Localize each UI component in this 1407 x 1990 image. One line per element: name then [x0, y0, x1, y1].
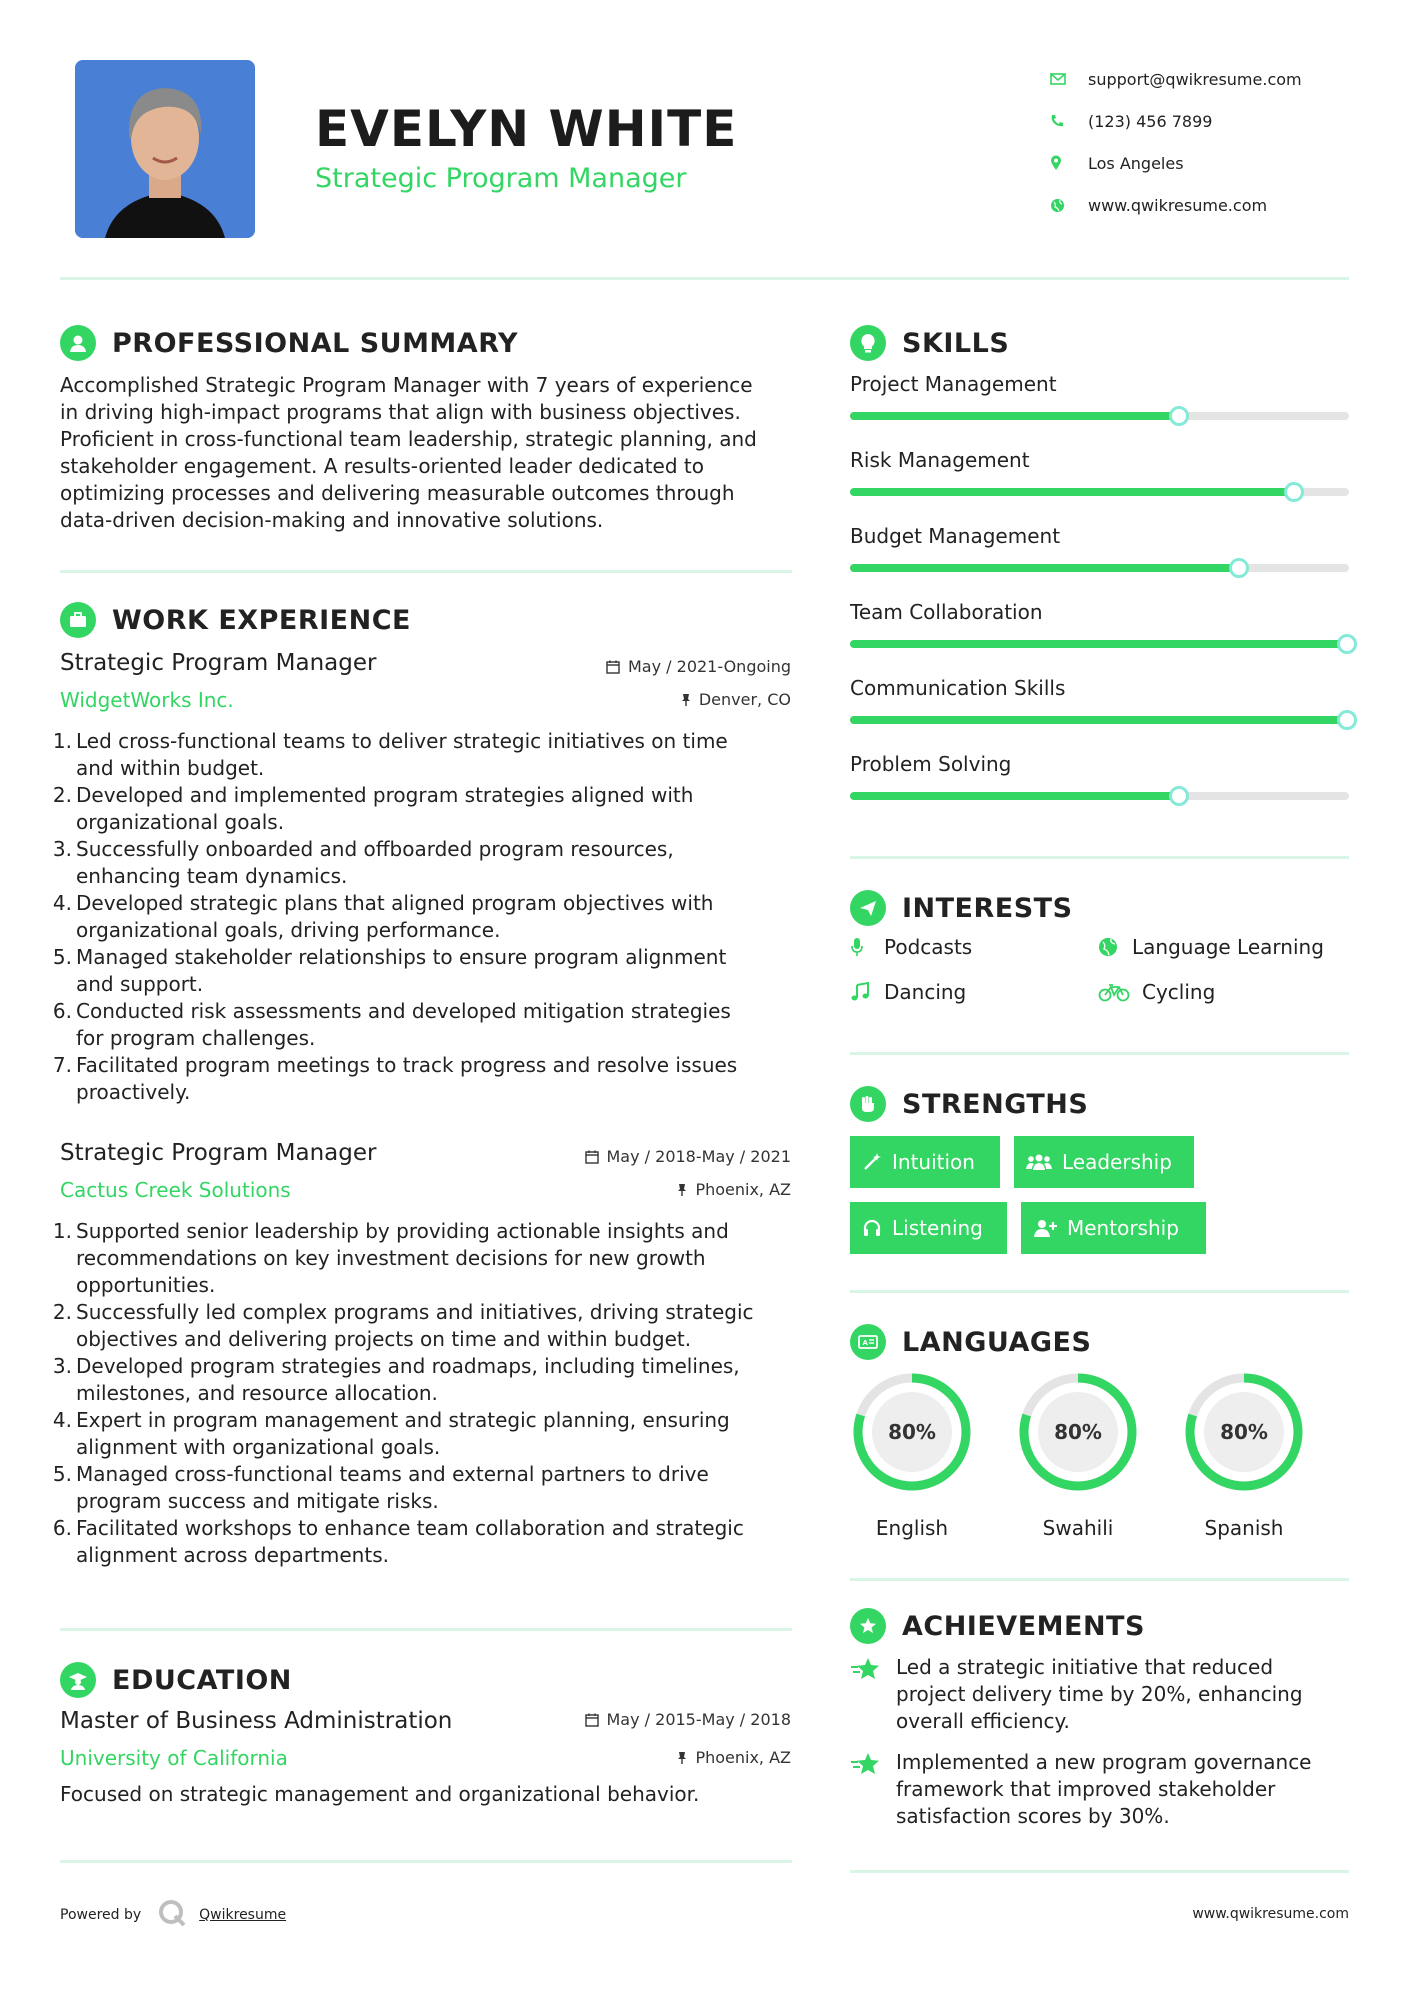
website-link[interactable]: www.qwikresume.com — [1088, 195, 1268, 215]
section-divider — [850, 1870, 1349, 1873]
experience-title: WORK EXPERIENCE — [112, 604, 411, 636]
email-link[interactable]: support@qwikresume.com — [1088, 69, 1302, 89]
skill-level-knob — [1169, 786, 1189, 806]
footer-website-link[interactable]: www.qwikresume.com — [1192, 1906, 1349, 1922]
list-number: 5. — [52, 1462, 72, 1486]
globe-icon — [1050, 198, 1088, 213]
section-divider — [60, 1860, 792, 1863]
summary-text — [60, 372, 800, 534]
section-divider — [60, 570, 792, 573]
list-item — [52, 998, 792, 1052]
qwikresume-logo-icon — [157, 1898, 187, 1932]
education-heading — [60, 1662, 292, 1698]
education-title: EDUCATION — [112, 1664, 292, 1696]
skill-level-knob — [1337, 710, 1357, 730]
language-percent: 80% — [1220, 1420, 1268, 1444]
list-line: Successfully led complex programs and initiatives, driving strategic — [76, 1300, 754, 1324]
contact-phone — [1050, 100, 1350, 142]
language-item — [850, 1370, 974, 1540]
job-dates-text: May / 2018-May / 2021 — [606, 1147, 791, 1166]
briefcase-icon — [60, 602, 96, 638]
list-line: Supported senior leadership by providing actionable insights and — [76, 1219, 729, 1243]
list-line: opportunities. — [76, 1273, 216, 1297]
achievement-line: satisfaction scores by 30%. — [896, 1804, 1170, 1828]
list-number: 3. — [52, 1354, 72, 1378]
list-item — [52, 1052, 792, 1106]
job-dates — [531, 657, 791, 676]
skill-bar-track — [850, 412, 1349, 420]
interest-podcasts — [850, 935, 972, 959]
star-icon — [850, 1654, 896, 1735]
footer-powered-by — [60, 1898, 286, 1932]
candidate-title: Strategic Program Manager — [315, 163, 687, 194]
section-divider — [60, 1628, 792, 1631]
list-item — [52, 728, 792, 782]
list-line: proactively. — [76, 1080, 191, 1104]
phone-icon — [1050, 114, 1088, 128]
language-percent: 80% — [888, 1420, 936, 1444]
list-number: 5. — [52, 945, 72, 969]
education-dates-text: May / 2015-May / 2018 — [606, 1710, 791, 1729]
section-divider — [850, 1578, 1349, 1581]
section-divider — [850, 856, 1349, 859]
achievements-title: ACHIEVEMENTS — [902, 1610, 1145, 1642]
calendar-icon — [606, 660, 620, 674]
list-line: alignment across departments. — [76, 1543, 389, 1567]
skill-name: Problem Solving — [850, 752, 1012, 776]
lightbulb-icon — [850, 325, 886, 361]
list-item — [52, 782, 792, 836]
section-divider — [850, 1290, 1349, 1293]
interest-cycling — [1098, 980, 1215, 1004]
skill-bar-fill — [850, 488, 1294, 496]
list-item — [52, 1461, 792, 1515]
skill-bar-track — [850, 640, 1349, 648]
language-item — [1182, 1370, 1306, 1540]
list-number: 7. — [52, 1053, 72, 1077]
list-number: 6. — [52, 1516, 72, 1540]
interest-dancing — [850, 980, 966, 1004]
job-title: Strategic Program Manager — [60, 1140, 377, 1166]
header-divider — [60, 277, 1349, 280]
list-line: recommendations on key investment decisions for new growth — [76, 1246, 706, 1270]
summary-line: data-driven decision-making and innovative solutions. — [60, 508, 604, 532]
map-pin-icon — [1050, 155, 1088, 171]
user-icon — [60, 325, 96, 361]
skill-bar-track — [850, 716, 1349, 724]
language-item — [1016, 1370, 1140, 1540]
list-number: 4. — [52, 891, 72, 915]
contact-email — [1050, 58, 1350, 100]
interest-label: Podcasts — [884, 935, 973, 959]
skill-name: Communication Skills — [850, 676, 1066, 700]
skill-name: Team Collaboration — [850, 600, 1043, 624]
user-plus-icon — [1033, 1218, 1057, 1238]
list-line: enhancing team dynamics. — [76, 864, 348, 888]
list-line: organizational goals. — [76, 810, 285, 834]
skill-name: Project Management — [850, 372, 1057, 396]
achievements-heading — [850, 1608, 1145, 1644]
list-line: Developed and implemented program strategies aligned with — [76, 783, 694, 807]
summary-line: Accomplished Strategic Program Manager with 7 years of experience — [60, 373, 753, 397]
skill-bar-fill — [850, 716, 1349, 724]
education-dates — [531, 1710, 791, 1729]
list-line: and support. — [76, 972, 204, 996]
globe-icon — [1098, 937, 1132, 957]
calendar-icon — [585, 1713, 599, 1727]
list-item — [52, 890, 792, 944]
skill-name: Budget Management — [850, 524, 1061, 548]
skill-level-knob — [1337, 634, 1357, 654]
list-number: 3. — [52, 837, 72, 861]
list-line: Developed program strategies and roadmaps, including timelines, — [76, 1354, 740, 1378]
star-icon — [850, 1749, 896, 1830]
language-name: Spanish — [1204, 1516, 1284, 1540]
summary-title: PROFESSIONAL SUMMARY — [112, 327, 519, 359]
language-percent: 80% — [1054, 1420, 1102, 1444]
pushpin-icon — [677, 1751, 687, 1765]
list-item — [52, 1299, 792, 1353]
skill-bar-track — [850, 564, 1349, 572]
list-line: alignment with organizational goals. — [76, 1435, 441, 1459]
achievement-line: Implemented a new program governance — [896, 1750, 1312, 1774]
list-line: objectives and delivering projects on time and within budget. — [76, 1327, 692, 1351]
list-line: Conducted risk assessments and developed mitigation strategies — [76, 999, 731, 1023]
list-item — [52, 1407, 792, 1461]
skill-bar-track — [850, 792, 1349, 800]
list-number: 6. — [52, 999, 72, 1023]
summary-line: in driving high-impact programs that align with business objectives. — [60, 400, 741, 424]
pushpin-icon — [677, 1183, 687, 1197]
language-name: Swahili — [1042, 1516, 1114, 1540]
list-line: Expert in program management and strategic planning, ensuring — [76, 1408, 730, 1432]
strengths-heading — [850, 1086, 1088, 1122]
skill-level-knob — [1284, 482, 1304, 502]
brand-link[interactable]: Qwikresume — [199, 1907, 287, 1923]
achievement-item — [850, 1654, 1349, 1735]
education-description: Focused on strategic management and organizational behavior. — [60, 1782, 700, 1806]
list-line: Managed stakeholder relationships to ensure program alignment — [76, 945, 727, 969]
list-line: Facilitated workshops to enhance team collaboration and strategic — [76, 1516, 744, 1540]
list-item — [52, 836, 792, 890]
contact-location — [1050, 142, 1350, 184]
achievement-line: Led a strategic initiative that reduced — [896, 1655, 1274, 1679]
skill-bar-fill — [850, 792, 1179, 800]
strength-label: Leadership — [1062, 1150, 1172, 1174]
languages-title: LANGUAGES — [902, 1326, 1092, 1358]
job-dates — [531, 1147, 791, 1166]
list-number: 1. — [52, 1219, 72, 1243]
skill-bar-fill — [850, 564, 1239, 572]
skill-name: Risk Management — [850, 448, 1030, 472]
strength-tag-mentorship — [1021, 1202, 1206, 1254]
fist-icon — [850, 1086, 886, 1122]
envelope-icon — [1050, 73, 1088, 85]
job-title: Strategic Program Manager — [60, 650, 377, 676]
interests-heading — [850, 890, 1073, 926]
list-number: 1. — [52, 729, 72, 753]
list-line: Led cross-functional teams to deliver strategic initiatives on time — [76, 729, 728, 753]
interests-title: INTERESTS — [902, 892, 1073, 924]
job-location — [531, 1180, 791, 1199]
achievement-line: project delivery time by 20%, enhancing — [896, 1682, 1303, 1706]
skills-title: SKILLS — [902, 327, 1010, 359]
list-line: and within budget. — [76, 756, 265, 780]
music-note-icon — [850, 982, 884, 1002]
strengths-title: STRENGTHS — [902, 1088, 1089, 1120]
bicycle-icon — [1098, 982, 1142, 1002]
list-item — [52, 944, 792, 998]
strength-label: Mentorship — [1067, 1216, 1179, 1240]
job-location — [531, 690, 791, 709]
skill-bar-fill — [850, 640, 1349, 648]
list-line: Facilitated program meetings to track progress and resolve issues — [76, 1053, 738, 1077]
summary-heading — [60, 325, 518, 361]
star-badge-icon — [850, 1608, 886, 1644]
list-line: organizational goals, driving performance. — [76, 918, 501, 942]
magic-wand-icon — [862, 1152, 882, 1172]
contact-info — [1050, 58, 1350, 226]
list-number: 2. — [52, 783, 72, 807]
svg-text:A: A — [862, 1339, 868, 1347]
interest-language-learning — [1098, 935, 1324, 959]
strength-tag-listening — [850, 1202, 1007, 1254]
achievement-line: framework that improved stakeholder — [896, 1777, 1276, 1801]
education-location-text: Phoenix, AZ — [695, 1748, 791, 1767]
list-line: program success and mitigate risks. — [76, 1489, 439, 1513]
summary-line: optimizing processes and delivering measurable outcomes through — [60, 481, 735, 505]
education-location — [531, 1748, 791, 1767]
skill-level-knob — [1169, 406, 1189, 426]
job-dates-text: May / 2021-Ongoing — [628, 657, 791, 676]
list-line: Managed cross-functional teams and external partners to drive — [76, 1462, 709, 1486]
strength-label: Intuition — [892, 1150, 975, 1174]
skill-level-knob — [1229, 558, 1249, 578]
achievement-item — [850, 1749, 1349, 1830]
summary-line: Proficient in cross-functional team leadership, strategic planning, and — [60, 427, 757, 451]
skill-bar-track — [850, 488, 1349, 496]
list-line: for program challenges. — [76, 1026, 316, 1050]
strength-tag-leadership — [1014, 1136, 1194, 1188]
strength-tag-intuition — [850, 1136, 1000, 1188]
skills-heading — [850, 325, 1009, 361]
calendar-icon — [585, 1150, 599, 1164]
experience-heading — [60, 602, 411, 638]
list-item — [52, 1218, 792, 1299]
degree-title: Master of Business Administration — [60, 1708, 453, 1734]
interest-label: Cycling — [1142, 980, 1216, 1004]
list-item — [52, 1515, 792, 1569]
candidate-name: EVELYN WHITE — [315, 100, 738, 158]
company-name: Cactus Creek Solutions — [60, 1178, 291, 1202]
list-number: 4. — [52, 1408, 72, 1432]
users-icon — [1026, 1152, 1052, 1172]
microphone-icon — [850, 937, 884, 957]
interest-label: Language Learning — [1132, 935, 1324, 959]
powered-by-text: Powered by — [60, 1907, 142, 1923]
contact-website — [1050, 184, 1350, 226]
section-divider — [850, 1052, 1349, 1055]
school-name: University of California — [60, 1746, 288, 1770]
languages-heading — [850, 1324, 1091, 1360]
summary-line: stakeholder engagement. A results-oriented leader dedicated to — [60, 454, 704, 478]
pushpin-icon — [681, 693, 691, 707]
headphones-icon — [862, 1218, 882, 1238]
job-duties-list — [52, 728, 792, 1106]
strength-label: Listening — [892, 1216, 983, 1240]
job-location-text: Denver, CO — [698, 690, 791, 709]
location-text: Los Angeles — [1088, 153, 1184, 173]
interest-label: Dancing — [884, 980, 967, 1004]
phone-text: (123) 456 7899 — [1088, 111, 1213, 131]
list-line: Developed strategic plans that aligned program objectives with — [76, 891, 714, 915]
achievement-line: overall efficiency. — [896, 1709, 1070, 1733]
graduate-icon — [60, 1662, 96, 1698]
language-name: English — [875, 1516, 949, 1540]
list-line: Successfully onboarded and offboarded program resources, — [76, 837, 674, 861]
skill-bar-fill — [850, 412, 1179, 420]
job-duties-list — [52, 1218, 792, 1569]
list-item — [52, 1353, 792, 1407]
company-name: WidgetWorks Inc. — [60, 688, 234, 712]
paper-plane-icon — [850, 890, 886, 926]
job-location-text: Phoenix, AZ — [695, 1180, 791, 1199]
translate-icon — [850, 1324, 886, 1360]
profile-photo — [75, 60, 255, 238]
list-number: 2. — [52, 1300, 72, 1324]
list-line: milestones, and resource allocation. — [76, 1381, 438, 1405]
